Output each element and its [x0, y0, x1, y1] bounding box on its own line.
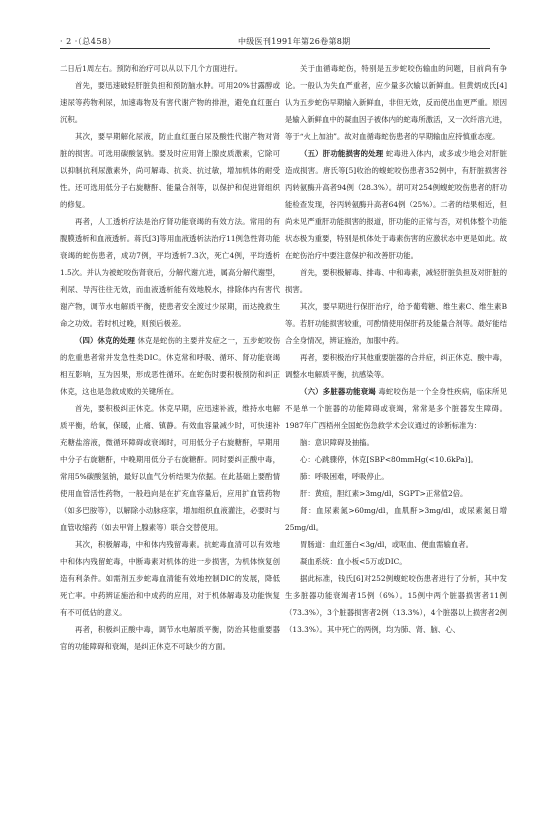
body-paragraph: 据此标准，钱氏[6]对252例蝮蛇咬伤患者进行了分析，其中发生多脏器功能衰竭者15例（6%）。15例中两个脏器损害者11例（73.3%），3个脏器损害者2例（13.3%），4个脏器以上损害者2例（13.3%）。其中死亡的两例，均为肺、肾、脑、心、	[285, 574, 507, 634]
body-paragraph: 首先，要积极解毒、排毒、中和毒素，减轻肝脏负担及对肝脏的损害。	[285, 268, 507, 294]
body-paragraph: 首先，要迅速破轻肝脏负担和预防脑水肿。可用20%甘露醇或速尿等药物利尿，加速毒物及有害代谢产物的排泄，避免血红蛋白沉积。	[60, 81, 280, 124]
body-paragraph: 心：心跳骤停，休克[SBP<80mmHg(<10.6kPa)]。	[300, 455, 478, 464]
right-column	[285, 60, 507, 800]
section-heading: （六）多脏器功能衰竭	[300, 387, 376, 396]
page-header	[0, 0, 553, 50]
body-paragraph: 其次，要早期进行保肝治疗，给予葡萄糖、维生素C、维生素B等。若肝功能损害较重，可酌情使用保肝药及能量合剂等。最好能结合全身情况，辨证施治，加服中药。	[285, 302, 507, 345]
body-paragraph: 肺：呼吸困难，呼吸停止。	[300, 472, 389, 481]
section-paragraph	[60, 332, 280, 400]
body-paragraph: 再者，人工透析疗法是治疗肾功能衰竭的有效方法。常用的有腹膜透析和血液透析。蒋氏[3]等用血液透析法治疗11例急性肾功能衰竭的蛇伤患者，成功7例，平均透析7.3次，死亡4例，平均透析1.5次。并认为被蛇咬伤肾衰后，分解代谢亢进，属高分解代谢型，利尿、导泻往往无效，而血液透析能有效地脱水，排除体内有害代谢产物，调节水电解质平衡，使患者安全渡过少尿期，而达挽救生命之功效。若时机过晚，则预后极差。	[60, 217, 280, 328]
section-paragraph	[285, 383, 507, 434]
body-paragraph: 脑：意识障碍及抽搐。	[300, 438, 374, 447]
body-paragraph: 凝血系统：血小板<5万或DIC。	[300, 557, 407, 566]
body-paragraph: 其次，积极解毒，中和体内残留毒素。抗蛇毒血清可以有效地中和体内残留蛇毒，中断毒素对机体的进一步损害，为机体恢复创造有利条件。如需剂五步蛇毒血清能有效地控制DIC的发展，降低死亡率。中药辨证施治和中成药的应用，对于机体解毒及功能恢复有不可低估的意义。	[60, 540, 280, 617]
section-paragraph	[285, 145, 507, 264]
body-paragraph: 其次，要早期解化尿液，防止血红蛋白尿及酸性代谢产物对肾脏的损害。可选用碳酸氢钠。要及时应用肾上腺皮质激素，它除可以抑制抗利尿激素外，尚可解毒、抗炎、抗过敏，增加机体的耐受性。还可选用低分子右旋糖酐、能量合剂等，以保护和促进肾组织的修复。	[60, 132, 280, 209]
body-paragraph: 首先，要积极纠正休克。休克早期，应迅速补液，维持水电解质平衡，给氧，保暖，止痛、镇静。有效血容量减少时，可快速补充糖盐溶液，微循环障碍或衰竭时，可用低分子右旋糖酐，早期用中分子右旋糖酐，中晚期用低分子右旋糖酐。同时要纠正酸中毒，常用5%碳酸氢钠，最好以血气分析结果为依据。在此基础上要酌情使用血管活性药物，一般趋向是在扩充血容量后，应用扩血管药物（如多巴胺等），以解除小动脉痉挛，增加组织血液灌注，必要时与血管收缩药（如去甲肾上腺素等）联合交替使用。	[60, 404, 280, 532]
section-text: 蛇毒进入体内，或多或少地会对肝脏造成损害。唐氏等[5]收治的蝮蛇咬伤患者352例中，有肝脏损害谷丙转氨酶升高者94例（28.3%）。胡可对254例蝮蛇咬伤患者的肝功能检查发现，谷丙转氨酶升高者64例（25%）。二者的结果相近，但尚未见严重肝功能损害的报道，肝功能的正常与否，对机体整个功能状态极为重要，特别是机体处于毒素伤害的应激状态中更是如此。故在蛇伤治疗中要注意保护和改善肝功能。	[285, 149, 507, 260]
body-paragraph: 二日后1周左右。预防和治疗可以从以下几个方面进行。	[60, 64, 243, 73]
body-paragraph: 再者，积极纠正酸中毒，调节水电解质平衡，防治其他重要器官的功能障碍和衰竭，是纠正休克不可缺少的方面。	[60, 625, 280, 651]
section-heading: （四）休克的处理	[75, 336, 136, 345]
body-paragraph: 肾：血尿素氮>60mg/dl，血肌酐>3mg/dl，或尿素氮日增25mg/dl。	[285, 506, 507, 532]
section-heading: （五）肝功能损害的处理	[300, 149, 384, 158]
section-text: 毒蛇咬伤是一个全身性疾病，临床所见不是单一个脏器的功能障碍或衰竭，常常是多个脏器发生障碍。1987年广西梧州全国蛇伤急救学术会议通过的诊断标准为：	[285, 387, 507, 430]
left-column	[60, 60, 280, 800]
body-paragraph: 再者，要积极治疗其他重要脏器的合并症，纠正休克、酸中毒，调整水电解质平衡，抗感染等。	[285, 353, 507, 379]
page-number: · 2 ·（总458）	[60, 37, 117, 46]
body-paragraph: 关于血循毒蛇伤，特别是五步蛇咬伤输血的问题，目前尚有争论。一般认为失血严重者，应少量多次输以新鲜血。但黄炳成氏[4]认为五步蛇伤早期输入新鲜血，非但无效，反而使出血更严重。原因是输入新鲜血中的凝血因子被体内的蛇毒所激活，又一次纤溶亢进，等于“火上加油”。故对血循毒蛇伤患者的早期输血应持慎重态度。	[285, 64, 507, 141]
journal-title: 中级医刊1991年第26卷第8期	[238, 37, 351, 46]
header-rule	[60, 48, 490, 49]
body-paragraph: 胃肠道：血红蛋白<3g/dl，或呕血、便血需输血者。	[300, 540, 474, 549]
body-paragraph: 肝：黄疸，胆红素>3mg/dl，SGPT>正常值2倍。	[300, 489, 468, 498]
section-text: 休克是蛇伤的主要并发症之一，五步蛇咬伤的危重患者常并发急性类DIC。休克常和呼吸、循环、肾功能衰竭相互影响，互为因果，形成恶性循环。在蛇伤时要积极预防和纠正休克，这也是急救成败的关键所在。	[60, 336, 280, 396]
